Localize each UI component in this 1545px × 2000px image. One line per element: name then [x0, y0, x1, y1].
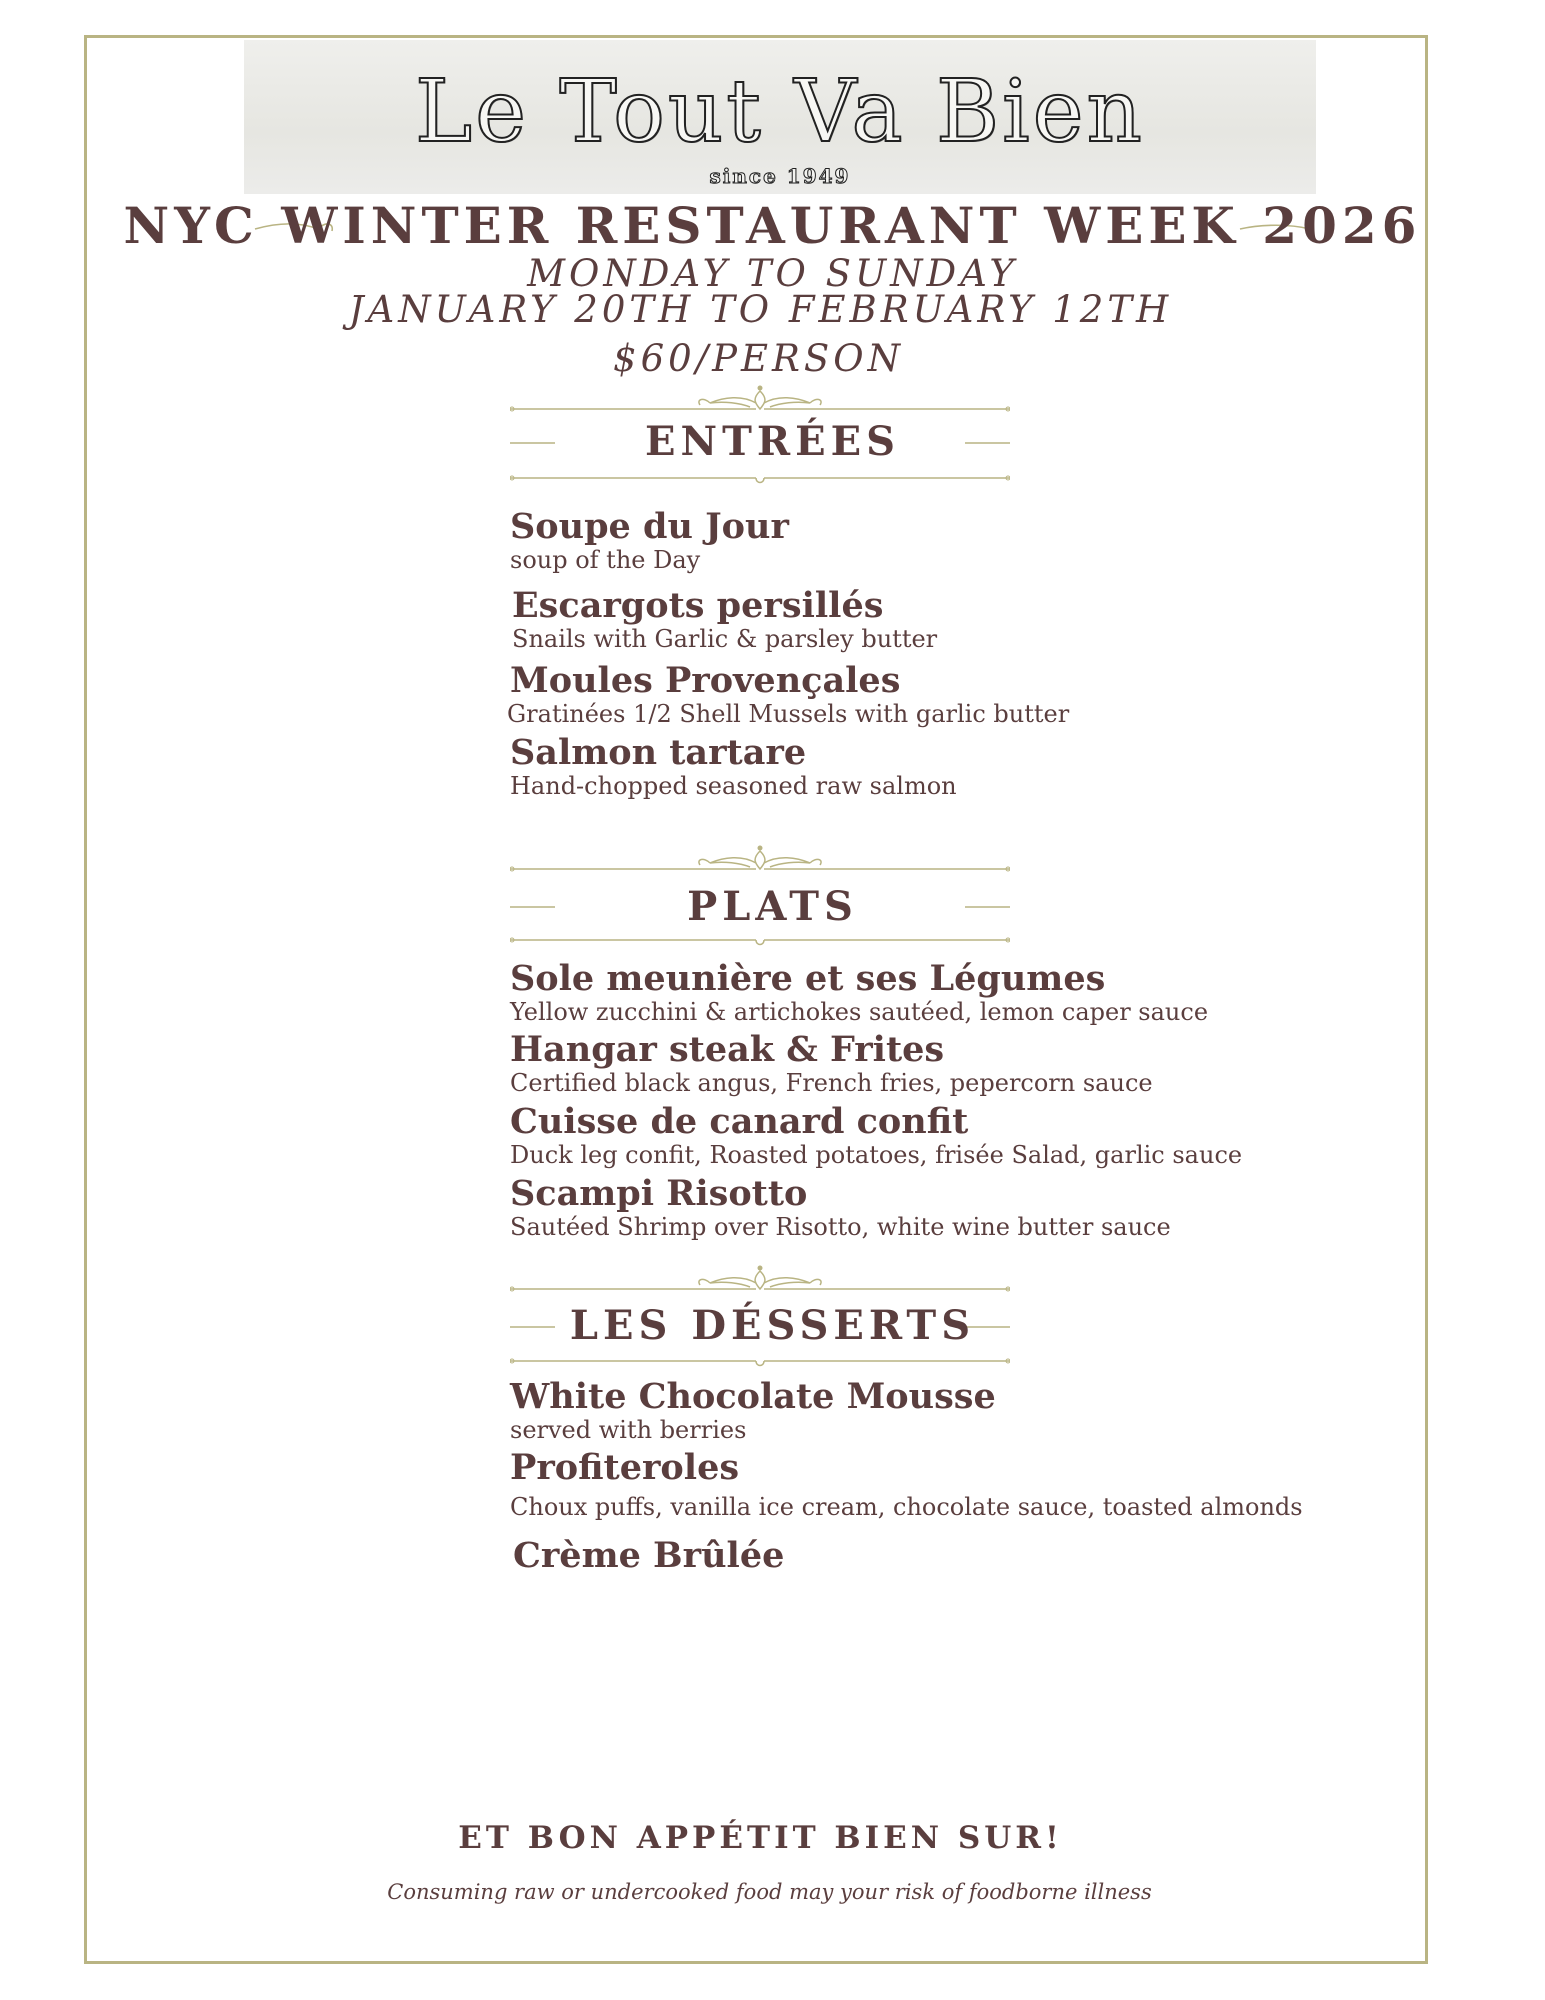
ornament-bottom-icon — [510, 934, 1010, 954]
menu-item — [510, 732, 957, 800]
logo-wordmark: Le Tout Va Bien — [415, 62, 1145, 162]
item-name: Escargots persillés — [512, 585, 884, 626]
ornament-top-icon — [510, 1265, 1010, 1295]
menu-item — [513, 1535, 785, 1576]
item-desc: Certified black angus, French fries, pepercorn sauce — [510, 1069, 1153, 1097]
item-desc: Hand-chopped seasoned raw salmon — [510, 772, 957, 800]
days-line: MONDAY TO SUNDAY — [527, 252, 1018, 295]
dates-line: JANUARY 20TH TO FEBRUARY 12TH — [348, 288, 1173, 331]
item-name: Salmon tartare — [510, 732, 807, 773]
ornament-bottom-icon — [510, 472, 1010, 492]
item-desc: soup of the Day — [510, 546, 701, 574]
item-name: Scampi Risotto — [510, 1173, 808, 1214]
menu-item — [510, 1173, 1171, 1241]
item-name: Soupe du Jour — [510, 506, 789, 547]
item-name: Cuisse de canard confit — [510, 1101, 969, 1142]
ornament-top-icon — [510, 385, 1010, 415]
item-desc: Yellow zucchini & artichokes sautéed, lemon caper sauce — [510, 998, 1209, 1026]
item-desc: Snails with Garlic & parsley butter — [512, 625, 938, 653]
menu-item — [510, 958, 1209, 1026]
item-name: Moules Provençales — [510, 660, 901, 701]
section-title-entrees: ENTRÉES — [645, 418, 900, 465]
item-desc: Gratinées 1/2 Shell Mussels with garlic butter — [507, 700, 1070, 728]
logo-since: since 1949 — [709, 164, 851, 188]
item-name: Hangar steak & Frites — [510, 1029, 945, 1070]
menu-item — [510, 1101, 1243, 1169]
item-desc: served with berries — [510, 1416, 747, 1444]
ornament-bottom-icon — [510, 1355, 1010, 1375]
menu-item — [507, 660, 1070, 728]
item-name: Profiteroles — [510, 1447, 740, 1488]
item-name: White Chocolate Mousse — [510, 1376, 996, 1417]
menu-item — [510, 1447, 1303, 1521]
ornament-top-icon — [510, 845, 1010, 875]
food-safety-notice: Consuming raw or undercooked food may your risk of foodborne illness — [387, 1880, 1152, 1904]
section-title-desserts: LES DÉSSERTS — [569, 1302, 976, 1349]
menu-item — [510, 506, 789, 574]
item-name: Crème Brûlée — [513, 1535, 785, 1576]
item-desc: Choux puffs, vanilla ice cream, chocolate sauce, toasted almonds — [510, 1493, 1303, 1521]
item-desc: Duck leg confit, Roasted potatoes, frisée Salad, garlic sauce — [510, 1141, 1243, 1169]
menu-item — [512, 585, 938, 653]
menu-item — [510, 1029, 1153, 1097]
closing-line: ET BON APPÉTIT BIEN SUR! — [458, 1820, 1063, 1856]
item-desc: Sautéed Shrimp over Risotto, white wine butter sauce — [510, 1213, 1171, 1241]
page-title: NYC WINTER RESTAURANT WEEK 2026 — [123, 196, 1422, 255]
section-title-plats: PLATS — [687, 883, 858, 930]
price-line: $60/PERSON — [613, 337, 904, 380]
menu-item — [510, 1376, 996, 1444]
item-name: Sole meunière et ses Légumes — [510, 958, 1106, 999]
